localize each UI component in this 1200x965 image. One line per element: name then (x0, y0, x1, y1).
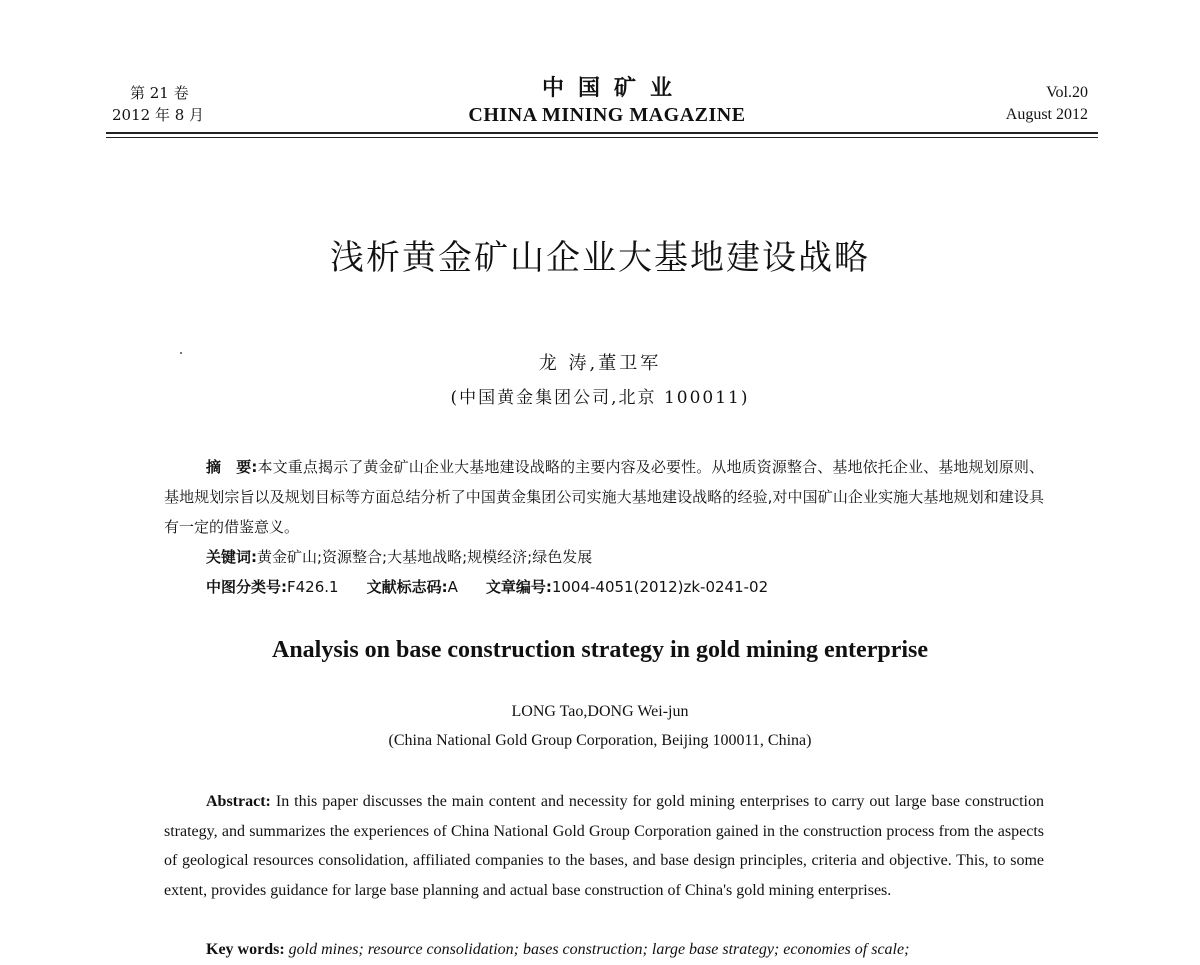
header-left (112, 82, 204, 126)
affiliation-cn: (中国黄金集团公司,北京 100011) (450, 388, 750, 408)
affiliation-en: (China National Gold Group Corporation, Beijing 100011, China) (388, 732, 812, 749)
doc-code-value: A (447, 578, 458, 596)
article-no-value: 1004-4051(2012)zk-0241-02 (551, 578, 769, 596)
abstract-en-label: Abstract: (206, 793, 271, 810)
abstract-cn (164, 452, 1044, 542)
keywords-en-label: Key words: (206, 941, 285, 958)
header-rule-thick (106, 132, 1098, 134)
journal-name-en: CHINA MINING MAGAZINE (468, 104, 746, 126)
title-en: Analysis on base construction strategy in gold mining enterprise (271, 637, 928, 663)
clc-label: 中图分类号: (206, 578, 287, 596)
volume-cn: 第 21 卷 (130, 84, 189, 102)
classification-line (206, 572, 768, 602)
abstract-cn-text: 本文重点揭示了黄金矿山企业大基地建设战略的主要内容及必要性。从地质资源整合、基地依托企业、基地规划原则、基地规划宗旨以及规划目标等方面总结分析了中国黄金集团公司实施大基地建设战略的经验,对中国矿山企业实施大基地规划和建设具有一定的借鉴意义。 (164, 458, 1044, 536)
keywords-cn (206, 542, 592, 572)
date-en: August 2012 (1005, 106, 1088, 123)
keywords-en (164, 935, 1044, 965)
authors-cn: 龙 涛,董卫军 (538, 353, 662, 374)
authors-en: LONG Tao,DONG Wei-jun (511, 703, 689, 720)
abstract-en-text: In this paper discusses the main content and necessity for gold mining enterprises to carry out large base construction strategy, and summarizes the experiences of China National Gold Group Corporation gained in the construction process from the aspects of geological resources consolidation, affiliated companies to the bases, and base design principles, criteria and objective. This, to some extent, provides guidance for large base planning and actual base construction of China's gold mining enterprises. (164, 793, 1045, 899)
clc-value: F426.1 (287, 578, 339, 596)
abstract-cn-label: 摘 要: (206, 458, 258, 476)
article-no-label: 文章编号: (485, 578, 552, 596)
abstract-en (164, 787, 1044, 905)
date-cn: 2012 年 8 月 (112, 106, 205, 124)
keywords-cn-label: 关键词: (206, 548, 257, 566)
header-rule-thin (106, 137, 1098, 138)
journal-masthead (400, 76, 814, 128)
doc-code-label: 文献标志码: (366, 578, 448, 596)
title-cn: 浅析黄金矿山企业大基地建设战略 (330, 238, 870, 278)
volume-en: Vol.20 (1046, 84, 1088, 101)
keywords-en-text: gold mines; resource consolidation; bases construction; large base strategy; economies of scale; (288, 941, 910, 958)
journal-name-cn: 中国矿业 (541, 76, 686, 101)
keywords-cn-text: 黄金矿山;资源整合;大基地战略;规模经济;绿色发展 (257, 548, 593, 566)
header-right (1006, 82, 1088, 126)
